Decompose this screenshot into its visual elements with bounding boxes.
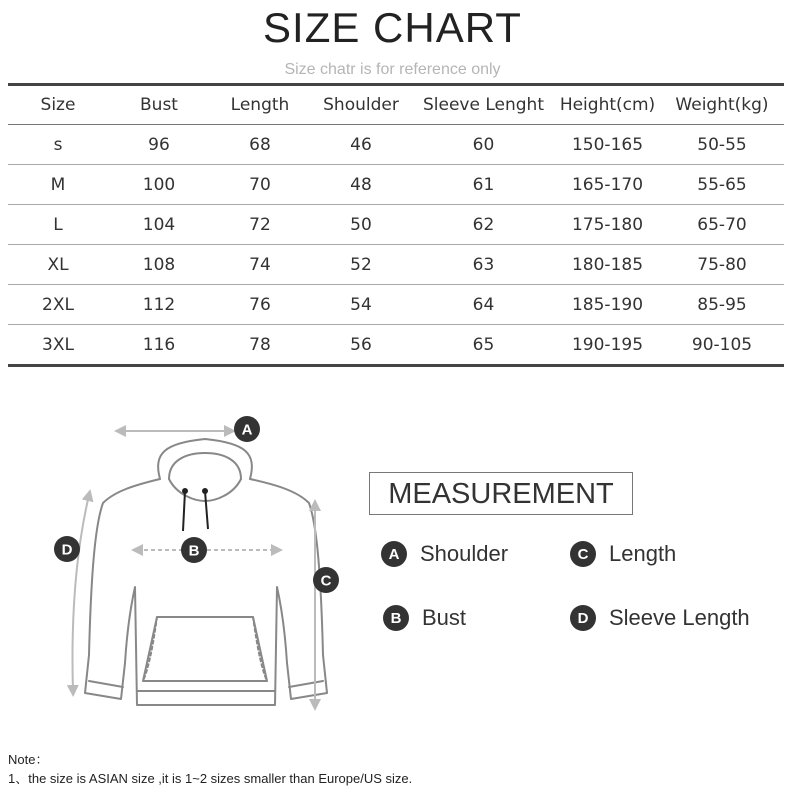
legend-label: Sleeve Length [609,605,750,630]
table-cell: 70 [210,165,310,205]
table-cell: 65-70 [660,205,784,245]
table-cell: 62 [412,205,555,245]
table-cell: 61 [412,165,555,205]
legend-label: Length [609,541,677,566]
col-header-weight: Weight(kg) [660,86,784,125]
table-cell: 175-180 [555,205,660,245]
table-cell: 56 [310,325,412,366]
legend-item-shoulder [381,541,508,567]
svg-text:B: B [188,542,200,560]
col-header-height: Height(cm) [555,86,660,125]
svg-text:D: D [61,541,73,559]
col-header-length: Length [210,86,310,125]
table-row [8,205,784,245]
col-header-bust: Bust [108,86,210,125]
table-cell: 78 [210,325,310,366]
legend-badge-d-icon: D [570,605,596,631]
table-row [8,245,784,285]
col-header-size: Size [8,86,108,125]
marker-a-icon [234,416,260,442]
size-table [8,86,784,367]
table-cell: 3XL [8,325,108,366]
svg-text:A: A [241,421,253,439]
table-row [8,325,784,366]
table-cell: 60 [412,125,555,165]
table-row [8,285,784,325]
legend-badge-b-icon: B [383,605,409,631]
table-cell: 85-95 [660,285,784,325]
svg-text:C: C [320,572,332,590]
table-cell: 104 [108,205,210,245]
table-cell: 48 [310,165,412,205]
table-cell: 2XL [8,285,108,325]
table-cell: 96 [108,125,210,165]
table-cell: 52 [310,245,412,285]
legend-item-sleeve-length [570,605,750,631]
table-cell: 46 [310,125,412,165]
table-cell: 50 [310,205,412,245]
hoodie-diagram [45,405,345,725]
table-row [8,165,784,205]
table-cell: 64 [412,285,555,325]
table-cell: 112 [108,285,210,325]
legend-label: Bust [422,605,467,630]
table-cell: 55-65 [660,165,784,205]
table-cell: 116 [108,325,210,366]
legend-item-bust [383,605,466,631]
table-cell: 65 [412,325,555,366]
page-subtitle: Size chatr is for reference only [284,61,501,78]
table-row [8,125,784,165]
col-header-shoulder: Shoulder [310,86,412,125]
table-cell: s [8,125,108,165]
table-cell: XL [8,245,108,285]
table-cell: 54 [310,285,412,325]
table-cell: L [8,205,108,245]
legend-item-length [570,541,676,567]
table-cell: 74 [210,245,310,285]
col-header-sleeve: Sleeve Lenght [412,86,555,125]
table-cell: 100 [108,165,210,205]
table-cell: 165-170 [555,165,660,205]
legend-label: Shoulder [420,541,509,566]
table-cell: 76 [210,285,310,325]
page-title: SIZE CHART [263,4,522,51]
marker-c-icon [313,567,339,593]
table-cell: 150-165 [555,125,660,165]
marker-d-icon [54,536,80,562]
table-cell: 190-195 [555,325,660,366]
legend-badge-a-icon: A [381,541,407,567]
table-cell: 90-105 [660,325,784,366]
table-cell: M [8,165,108,205]
table-cell: 108 [108,245,210,285]
table-cell: 50-55 [660,125,784,165]
table-header-row [8,86,784,125]
note-title: Note： [8,752,49,767]
measurement-heading: MEASUREMENT [369,472,633,515]
marker-b-icon [181,537,207,563]
table-cell: 185-190 [555,285,660,325]
legend-badge-c-icon: C [570,541,596,567]
table-cell: 180-185 [555,245,660,285]
table-cell: 63 [412,245,555,285]
table-cell: 68 [210,125,310,165]
table-cell: 75-80 [660,245,784,285]
table-cell: 72 [210,205,310,245]
note-line: 1、the size is ASIAN size ,it is 1~2 sizes smaller than Europe/US size. [8,771,413,786]
